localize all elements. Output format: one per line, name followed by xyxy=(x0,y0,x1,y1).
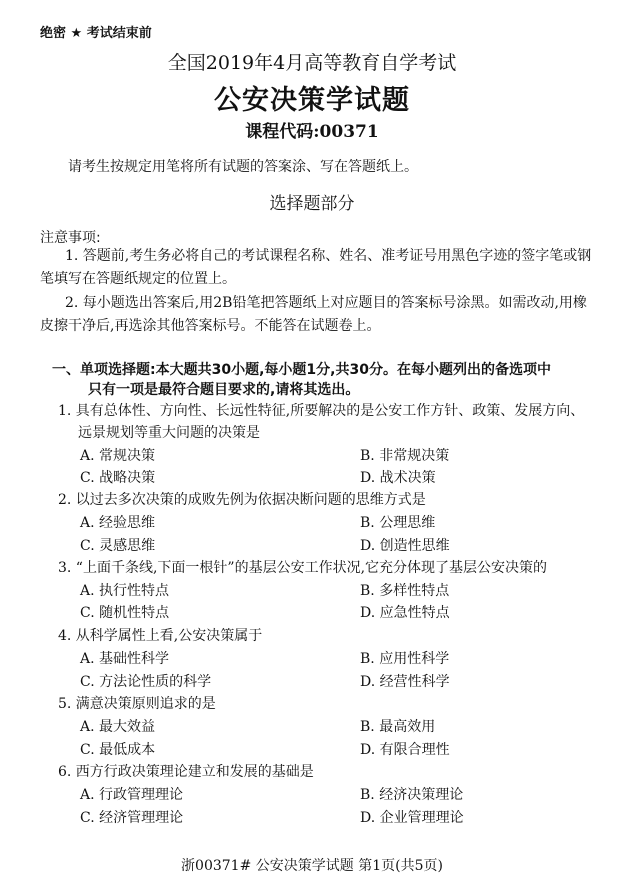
option-a: A. 常规决策 xyxy=(80,448,156,464)
part1-line2: 只有一项是最符合题目要求的,请将其选出。 xyxy=(88,382,360,398)
question-stem: 6. 西方行政决策理论建立和发展的基础是 xyxy=(58,764,314,780)
option-b: B. 经济决策理论 xyxy=(360,787,464,803)
option-d: D. 有限合理性 xyxy=(360,742,450,758)
option-d: D. 战术决策 xyxy=(360,470,436,486)
option-c: C. 方法论性质的科学 xyxy=(80,674,212,690)
note-item: 2. 每小题选出答案后,用2B铅笔把答题纸上对应题目的答案标号涂黑。如需改动,用橡皮擦干净后,再选涂其他答案标号。不能答在试题卷上。 xyxy=(40,295,587,334)
question-stem: 3. “上面千条线,下面一根针”的基层公安工作状况,它充分体现了基层公安决策的 xyxy=(58,560,548,576)
option-d: D. 经营性科学 xyxy=(360,674,450,690)
option-b: B. 多样性特点 xyxy=(360,583,450,599)
question-stem-cont: 远景规划等重大问题的决策是 xyxy=(78,425,260,441)
option-a: A. 执行性特点 xyxy=(80,583,170,599)
option-d: D. 应急性特点 xyxy=(360,605,450,621)
course-code: 课程代码:00371 xyxy=(245,122,379,142)
option-a: A. 最大效益 xyxy=(80,719,156,735)
question-stem: 1. 具有总体性、方向性、长远性特征,所要解决的是公安工作方针、政策、发展方向、 xyxy=(58,403,585,419)
option-a: A. 基础性科学 xyxy=(80,651,170,667)
option-c: C. 战略决策 xyxy=(80,470,156,486)
option-b: B. 公理思维 xyxy=(360,515,436,531)
note-item: 1. 答题前,考生务必将自己的考试课程名称、姓名、准考证号用黑色字迹的签字笔或钢笔填写在答题纸规定的位置上。 xyxy=(40,248,592,287)
question-stem: 4. 从科学属性上看,公安决策属于 xyxy=(58,628,263,644)
option-c: C. 灵感思维 xyxy=(80,538,156,554)
option-d: D. 企业管理理论 xyxy=(360,810,464,826)
option-b: B. 应用性科学 xyxy=(360,651,450,667)
option-b: B. 最高效用 xyxy=(360,719,436,735)
option-c: C. 最低成本 xyxy=(80,742,156,758)
subject-title: 公安决策学试题 xyxy=(214,85,410,116)
option-a: A. 行政管理理论 xyxy=(80,787,184,803)
question-stem: 5. 满意决策原则追求的是 xyxy=(58,696,216,712)
exam-title: 全国2019年4月高等教育自学考试 xyxy=(167,52,457,74)
page-footer: 浙00371# 公安决策学试题 第1页(共5页) xyxy=(181,858,443,874)
option-d: D. 创造性思维 xyxy=(360,538,450,554)
question-stem: 2. 以过去多次决策的成败先例为依据决断问题的思维方式是 xyxy=(58,492,426,508)
option-b: B. 非常规决策 xyxy=(360,448,450,464)
notes-heading: 注意事项: xyxy=(40,230,101,246)
part1-heading xyxy=(52,360,551,400)
confidential-label: 绝密 ★ 考试结束前 xyxy=(40,26,152,41)
part1-line1: 一、单项选择题:本大题共30小题,每小题1分,共30分。在每小题列出的备选项中 xyxy=(52,362,551,378)
option-c: C. 经济管理理论 xyxy=(80,810,184,826)
option-a: A. 经验思维 xyxy=(80,515,156,531)
instruction: 请考生按规定用笔将所有试题的答案涂、写在答题纸上。 xyxy=(68,159,418,175)
option-c: C. 随机性特点 xyxy=(80,605,170,621)
section-title: 选择题部分 xyxy=(269,194,355,214)
